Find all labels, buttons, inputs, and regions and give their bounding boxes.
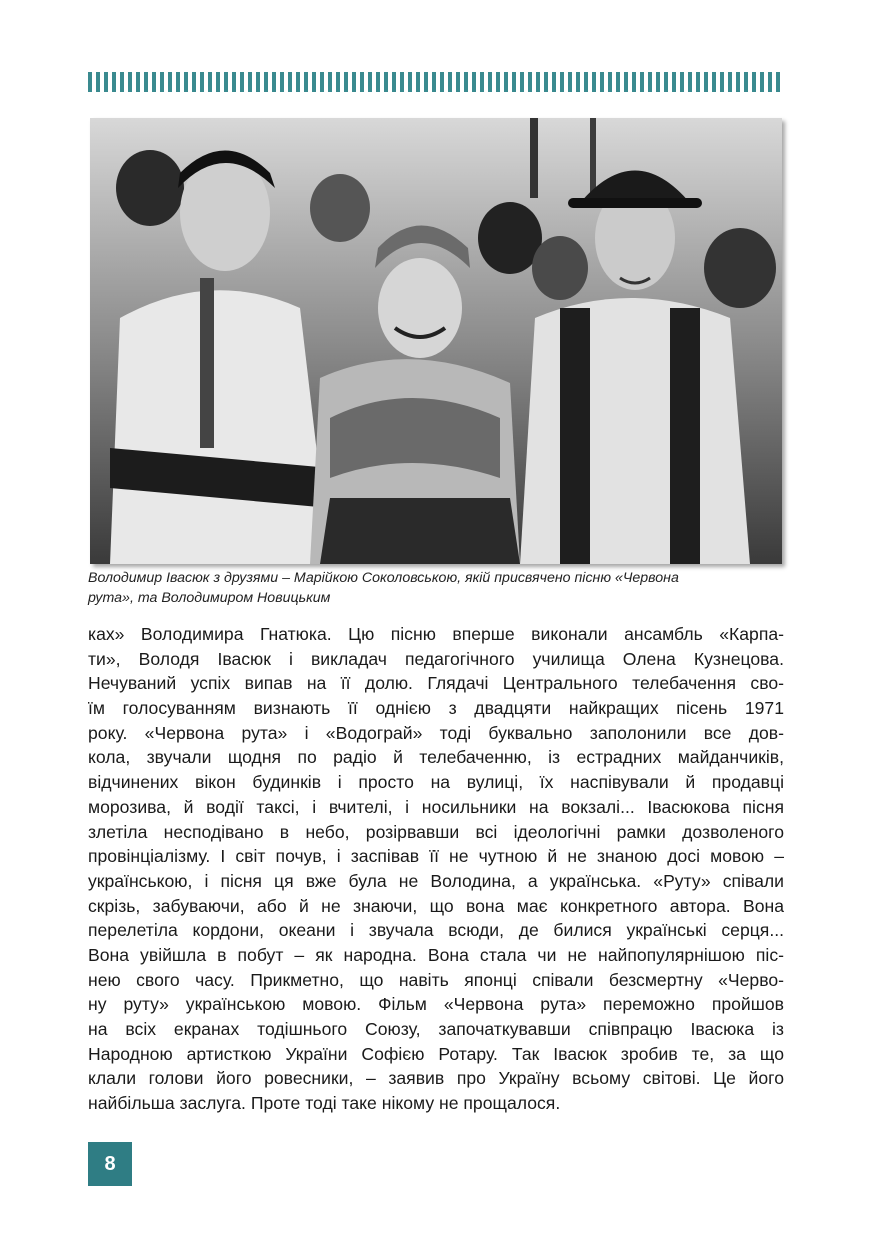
text-line: ках» Володимира Гнатюка. Цю пісню вперше виконали ансамбль «Карпа-	[88, 624, 784, 644]
body-text	[88, 622, 784, 1116]
text-line: клали голови його ровесники, – заявив про Україну всьому світові. Це його	[88, 1068, 784, 1089]
text-line: перелетіла кордони, океани і звучала всюди, де билися українські серця...	[88, 920, 784, 941]
text-line: українською, і пісня ця вже була не Володина, а українська. «Руту» співали	[88, 870, 784, 891]
page-number: 8	[88, 1142, 132, 1186]
photo-icon	[90, 118, 782, 564]
text-line: на всіх екранах тодішнього Союзу, започаткувавши співпрацю Івасюка із	[88, 1019, 784, 1039]
text-line: нею свого часу. Прикметно, що навіть японці співали безсмертну «Черво-	[88, 969, 784, 990]
text-line: морозива, й водії таксі, і вчителі, і носильники на вокзалі... Івасюкова пісня	[88, 796, 784, 817]
text-line: Народною артисткою України Софією Ротару. Так Івасюк зробив те, за що	[88, 1043, 784, 1064]
text-line: Вона увійшла в побут – як народна. Вона стала чи не найпопулярнішою піс-	[88, 944, 784, 965]
text-line: провінціалізму. І світ почув, і заспівав її не чутною й не знаною досі мовою –	[88, 846, 784, 867]
text-line: ну руту» українською мовою. Фільм «Червона рута» переможно пройшов	[88, 994, 784, 1015]
photo-caption	[88, 568, 788, 608]
text-line: злетіла несподівано в небо, розірвавши всі ідеологічні рамки дозволеного	[88, 821, 784, 842]
caption-line: Володимир Івасюк з друзями – Марійкою Соколовською, якій присвячено пісню «Червона	[88, 570, 679, 586]
text-line: найбільша заслуга. Проте тоді таке нікому не прощалося.	[88, 1093, 561, 1114]
caption-line: рута», та Володимиром Новицьким	[88, 590, 331, 606]
text-line: ти», Володя Івасюк і викладач педагогічного училища Олена Кузнецова.	[88, 648, 784, 669]
photo-ivasiuk-with-friends	[90, 118, 782, 564]
text-line: їм голосуванням визнають її однією з двадцяти найкращих пісень 1971	[88, 698, 784, 719]
header-striped-rule	[88, 72, 782, 92]
text-line: скрізь, забуваючи, або й не знаючи, що вона має конкретного автора. Вона	[88, 895, 784, 916]
text-line: Нечуваний успіх випав на її долю. Глядачі Центрального телебачення сво-	[88, 673, 784, 694]
text-line: року. «Червона рута» і «Водограй» тоді буквально заполонили все дов-	[88, 722, 784, 743]
text-line: відчинених вікон будинків і просто на вулиці, їх наспівували й продавці	[88, 772, 784, 793]
text-line: кола, звучали щодня по радіо й телебаченню, із естрадних майданчиків,	[88, 747, 784, 768]
